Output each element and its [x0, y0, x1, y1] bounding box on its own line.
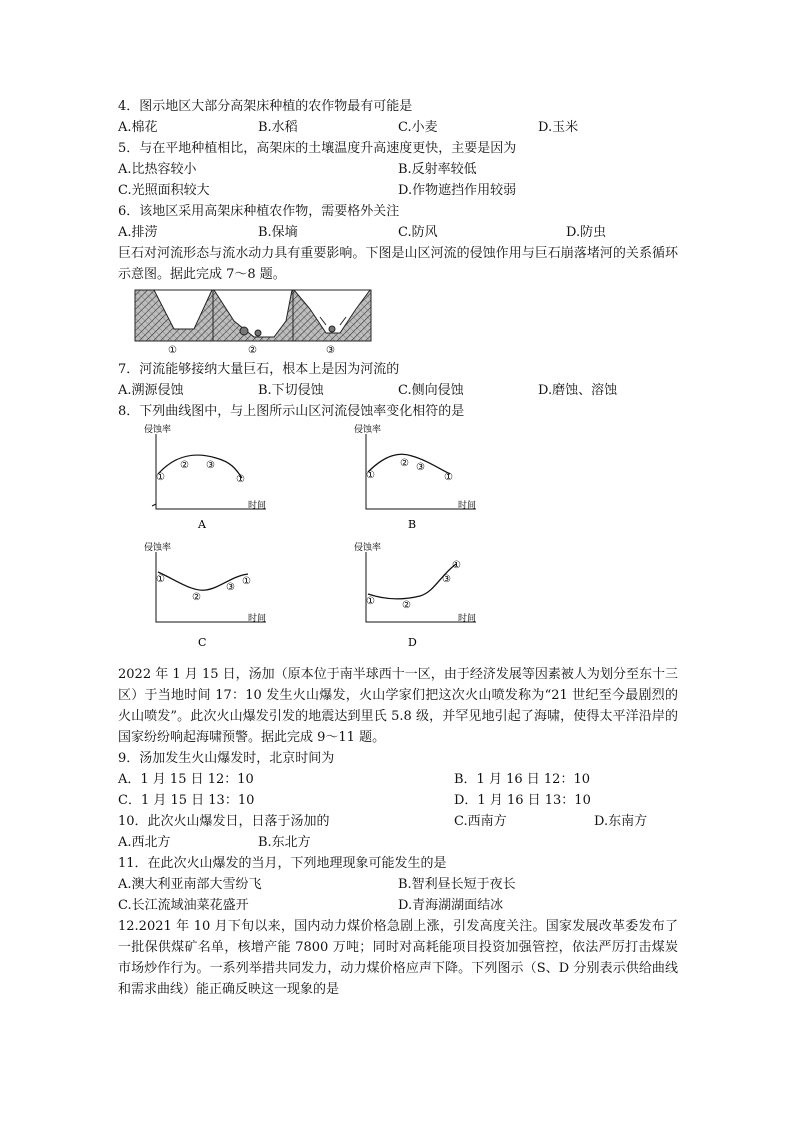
option-c[interactable]: C．1 月 15 日 13：10 [118, 793, 255, 808]
option-c[interactable]: C.光照面积较大 [118, 183, 210, 198]
point-label: ③ [442, 574, 451, 585]
question-4-options [118, 117, 678, 138]
curve-option-d[interactable] [346, 542, 486, 652]
curve-option-c[interactable] [136, 542, 276, 652]
question-11-options-row2 [118, 895, 678, 916]
option-a[interactable]: A.溯源侵蚀 [118, 383, 184, 398]
option-a[interactable]: A．1 月 15 日 12：10 [118, 772, 254, 787]
question-12-stem: 12.2021 年 10 月下旬以来，国内动力煤价格急剧上涨，引发高度关注。国家发展改革委发布了一批保供煤矿名单，核增产能 7800 万吨；同时对高耗能项目投资加强管控，依法严厉打击煤炭市场炒作行为。一系列举措共同发力，动力煤价格应声下降。下列图示（S、D 分别表示供给曲线和需求曲线）能正确反映这一现象的是 [118, 919, 678, 997]
option-b[interactable]: B．1 月 16 日 12：10 [454, 772, 590, 787]
option-label: D [408, 636, 417, 649]
option-d[interactable]: D.玉米 [538, 120, 579, 135]
point-label: ② [402, 600, 411, 611]
option-d[interactable]: D.东南方 [594, 814, 648, 829]
point-label: ② [192, 592, 201, 603]
question-6-stem: 6．该地区采用高架床种植农作物，需要格外关注 [118, 204, 400, 219]
option-label: C [198, 636, 207, 649]
point-label: ① [444, 472, 453, 483]
question-9-options-row2 [118, 790, 678, 811]
x-axis-title: 时间 [458, 614, 477, 624]
y-axis-title: 侵蚀率 [354, 425, 382, 435]
option-b[interactable]: B.东北方 [258, 835, 311, 850]
option-a[interactable]: A.棉花 [118, 120, 158, 135]
point-label: ① [156, 574, 165, 585]
y-axis-title: 侵蚀率 [354, 543, 382, 553]
question-9-stem: 9．汤加发生火山爆发时，北京时间为 [118, 751, 335, 766]
point-label: ① [236, 474, 245, 485]
option-a[interactable]: A.澳大利亚南部大雪纷飞 [118, 877, 262, 892]
question-10-stem-row [118, 811, 678, 832]
point-label: ① [366, 470, 375, 481]
valley-label-2: ② [248, 345, 257, 356]
option-label: B [408, 518, 417, 531]
y-axis-title: 侵蚀率 [144, 543, 172, 553]
point-label: ① [452, 560, 461, 571]
valley-diagram-svg [134, 289, 372, 357]
question-7-options [118, 380, 678, 401]
question-7-stem: 7．河流能够接纳大量巨石，根本上是因为河流的 [118, 362, 400, 377]
valley-label-3: ③ [326, 345, 335, 356]
option-a[interactable]: A.西北方 [118, 835, 171, 850]
question-11-stem: 11．在此次火山爆发的当月，下列地理现象可能发生的是 [118, 856, 447, 871]
option-b[interactable]: B.智利昼长短于夜长 [398, 877, 516, 892]
point-label: ③ [206, 460, 215, 471]
option-label: A [198, 518, 206, 531]
option-c[interactable]: C.长江流域油菜花盛开 [118, 898, 249, 913]
point-label: ① [156, 472, 165, 483]
question-6-options [118, 222, 678, 243]
intro-9-11: 2022 年 1 月 15 日，汤加（原本位于南半球西十一区，由于经济发展等因素被人为划分至东十三区）于当地时间 17：10 发生火山爆发，火山学家们把这次火山喷发称为“21 世纪至今最剧烈的火山喷发”。此次火山爆发引发的地震达到里氏 5.8 级，并罕见地引起了海啸，使得太平洋沿岸的国家纷纷响起海啸预警。据此完成 9～11 题。 [118, 667, 678, 745]
option-d[interactable]: D.磨蚀、溶蚀 [538, 383, 618, 398]
question-5-options-row1 [118, 159, 678, 180]
point-label: ② [180, 460, 189, 471]
curve-option-b[interactable] [346, 424, 486, 534]
question-8-stem: 8．下列曲线图中，与上图所示山区河流侵蚀率变化相符的是 [118, 404, 465, 419]
option-b[interactable]: B.水稻 [258, 120, 298, 135]
point-label: ③ [226, 582, 235, 593]
x-axis-title: 时间 [458, 501, 477, 511]
option-c[interactable]: C.西南方 [454, 814, 507, 829]
option-d[interactable]: D.防虫 [566, 225, 607, 240]
intro-7-8: 巨石对河流形态与流水动力具有重要影响。下图是山区河流的侵蚀作用与巨石崩落堵河的关系循环示意图。据此完成 7～8 题。 [118, 246, 678, 282]
option-a[interactable]: A.排涝 [118, 225, 158, 240]
question-5-stem: 5．与在平地种植相比，高架床的土壤温度升高速度更快，主要是因为 [118, 141, 517, 156]
valley-label-1: ① [168, 345, 177, 356]
question-10-stem: 10．此次火山爆发日，日落于汤加的 [118, 814, 330, 829]
x-axis-title: 时间 [248, 501, 267, 511]
x-axis-title: 时间 [248, 614, 267, 624]
option-b[interactable]: B.保墒 [258, 225, 298, 240]
question-10-options [118, 832, 678, 853]
question-11-options-row1 [118, 874, 678, 895]
valley-cycle-diagram [134, 289, 372, 357]
option-d[interactable]: D.青海湖湖面结冰 [398, 898, 504, 913]
point-label: ③ [416, 462, 425, 473]
option-c[interactable]: C.小麦 [398, 120, 438, 135]
option-b[interactable]: B.下切侵蚀 [258, 383, 324, 398]
point-label: ② [400, 458, 409, 469]
option-c[interactable]: C.防风 [398, 225, 438, 240]
curve-option-a[interactable] [136, 424, 276, 534]
erosion-curves [118, 424, 678, 664]
question-9-options-row1 [118, 769, 678, 790]
point-label: ① [366, 596, 375, 607]
y-axis-title: 侵蚀率 [144, 425, 172, 435]
option-b[interactable]: B.反射率较低 [398, 162, 477, 177]
question-4-stem: 4．图示地区大部分高架床种植的农作物最有可能是 [118, 99, 413, 114]
option-d[interactable]: D.作物遮挡作用较弱 [398, 183, 517, 198]
question-5-options-row2 [118, 180, 678, 201]
option-d[interactable]: D．1 月 16 日 13：10 [454, 793, 591, 808]
option-c[interactable]: C.侧向侵蚀 [398, 383, 464, 398]
point-label: ① [242, 576, 251, 587]
exam-page [118, 96, 678, 1000]
option-a[interactable]: A.比热容较小 [118, 162, 197, 177]
